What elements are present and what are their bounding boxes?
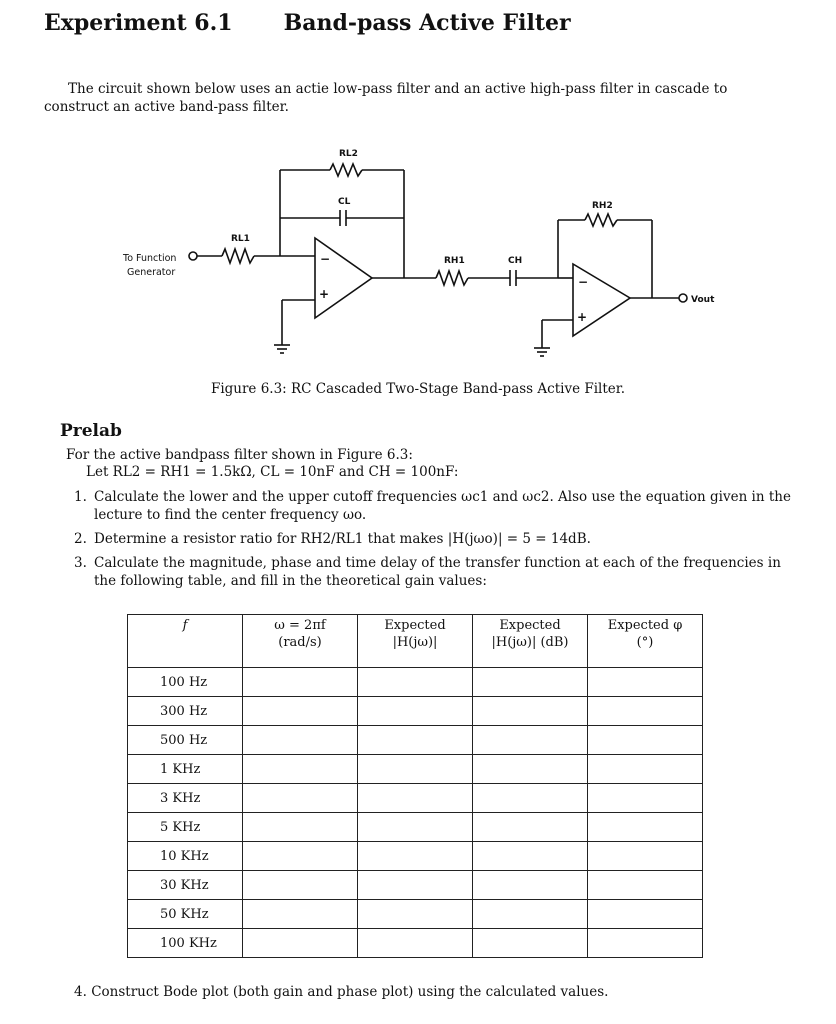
- intro-paragraph: The circuit shown below uses an actie low-pass filter and an active high-pass filter in cascade to construct an active band-pass filter.: [44, 81, 728, 115]
- label-source-line1: To Function: [123, 253, 177, 264]
- prelab-task-list: [74, 488, 794, 596]
- magnitude-db-cell[interactable]: [473, 668, 588, 697]
- frequency-cell: 5 KHz: [128, 813, 243, 842]
- magnitude-cell[interactable]: [358, 697, 473, 726]
- task-number: 2.: [74, 531, 87, 547]
- frequency-cell: 10 KHz: [128, 842, 243, 871]
- magnitude-cell[interactable]: [358, 813, 473, 842]
- phase-cell[interactable]: [588, 842, 703, 871]
- prelab-heading: Prelab: [60, 421, 122, 441]
- table-row: [128, 726, 703, 755]
- omega-cell[interactable]: [243, 755, 358, 784]
- frequency-cell: 50 KHz: [128, 900, 243, 929]
- label-vout: Vout: [691, 295, 715, 305]
- figure-caption: Figure 6.3: RC Cascaded Two-Stage Band-pass Active Filter.: [210, 381, 626, 397]
- table-row: [128, 668, 703, 697]
- task-number: 4.: [74, 984, 87, 1000]
- magnitude-cell[interactable]: [358, 755, 473, 784]
- experiment-label: Experiment 6.1: [44, 10, 233, 36]
- header-frequency: f: [128, 615, 243, 668]
- frequency-cell: 100 KHz: [128, 929, 243, 958]
- magnitude-db-cell[interactable]: [473, 697, 588, 726]
- phase-cell[interactable]: [588, 813, 703, 842]
- magnitude-db-cell[interactable]: [473, 784, 588, 813]
- task-item: [74, 554, 794, 590]
- table-row: [128, 697, 703, 726]
- opamp1-plus: +: [319, 287, 330, 301]
- circuit-diagram: [0, 130, 836, 375]
- omega-cell[interactable]: [243, 668, 358, 697]
- omega-cell[interactable]: [243, 929, 358, 958]
- magnitude-db-cell[interactable]: [473, 871, 588, 900]
- frequency-cell: 1 KHz: [128, 755, 243, 784]
- omega-cell[interactable]: [243, 813, 358, 842]
- label-rl2: RL2: [339, 149, 358, 159]
- task-item-4: [74, 984, 608, 1000]
- label-rh2: RH2: [592, 201, 613, 211]
- frequency-cell: 3 KHz: [128, 784, 243, 813]
- omega-cell[interactable]: [243, 697, 358, 726]
- omega-cell[interactable]: [243, 900, 358, 929]
- prelab-given-values: Let RL2 = RH1 = 1.5kΩ, CL = 10nF and CH = 100nF:: [86, 464, 459, 480]
- table-row: [128, 871, 703, 900]
- frequency-cell: 500 Hz: [128, 726, 243, 755]
- phase-cell[interactable]: [588, 929, 703, 958]
- task-text: Calculate the lower and the upper cutoff frequencies ωc1 and ωc2. Also use the equation given in the lecture to find the center frequency ωo.: [94, 489, 791, 523]
- frequency-cell: 300 Hz: [128, 697, 243, 726]
- phase-cell[interactable]: [588, 668, 703, 697]
- task-text: Construct Bode plot (both gain and phase plot) using the calculated values.: [91, 984, 609, 1000]
- opamp1-minus: −: [320, 252, 331, 266]
- magnitude-db-cell[interactable]: [473, 726, 588, 755]
- magnitude-db-cell[interactable]: [473, 900, 588, 929]
- frequency-cell: 30 KHz: [128, 871, 243, 900]
- phase-cell[interactable]: [588, 697, 703, 726]
- magnitude-cell[interactable]: [358, 900, 473, 929]
- phase-cell[interactable]: [588, 871, 703, 900]
- header-magnitude: Expected |H(jω)|: [358, 615, 473, 668]
- phase-cell[interactable]: [588, 726, 703, 755]
- task-item: [74, 530, 794, 548]
- label-cl: CL: [338, 197, 351, 207]
- omega-cell[interactable]: [243, 842, 358, 871]
- header-omega: ω = 2πf (rad/s): [243, 615, 358, 668]
- task-item: [74, 488, 794, 524]
- phase-cell[interactable]: [588, 900, 703, 929]
- page-title: [44, 10, 571, 36]
- magnitude-cell[interactable]: [358, 842, 473, 871]
- table-row: [128, 842, 703, 871]
- magnitude-db-cell[interactable]: [473, 842, 588, 871]
- magnitude-cell[interactable]: [358, 871, 473, 900]
- omega-cell[interactable]: [243, 726, 358, 755]
- prelab-intro: For the active bandpass filter shown in Figure 6.3:: [66, 447, 413, 463]
- input-terminal: [189, 252, 197, 260]
- label-ch: CH: [508, 256, 523, 266]
- task-text: Determine a resistor ratio for RH2/RL1 that makes |H(jωo)| = 5 = 14dB.: [94, 531, 591, 547]
- gain-table: [127, 614, 703, 958]
- omega-cell[interactable]: [243, 784, 358, 813]
- table-row: [128, 900, 703, 929]
- label-source-line2: Generator: [127, 267, 176, 278]
- table-row: [128, 784, 703, 813]
- magnitude-db-cell[interactable]: [473, 929, 588, 958]
- resistor-rh2: [585, 214, 617, 226]
- table-row: [128, 929, 703, 958]
- label-rl1: RL1: [231, 234, 250, 244]
- frequency-cell: 100 Hz: [128, 668, 243, 697]
- opamp2-plus: +: [577, 310, 588, 324]
- magnitude-cell[interactable]: [358, 784, 473, 813]
- header-magnitude-db: Expected |H(jω)| (dB): [473, 615, 588, 668]
- magnitude-cell[interactable]: [358, 726, 473, 755]
- label-rh1: RH1: [444, 256, 465, 266]
- task-number: 1.: [74, 489, 87, 505]
- task-text: Calculate the magnitude, phase and time delay of the transfer function at each of the frequencies in the following table, and fill in the theoretical gain values:: [94, 555, 781, 589]
- table-header-row: [128, 615, 703, 668]
- magnitude-db-cell[interactable]: [473, 813, 588, 842]
- table-row: [128, 813, 703, 842]
- magnitude-cell[interactable]: [358, 668, 473, 697]
- output-terminal: [679, 294, 687, 302]
- phase-cell[interactable]: [588, 784, 703, 813]
- opamp2-minus: −: [578, 275, 589, 289]
- resistor-rl2: [330, 164, 362, 176]
- header-phase: Expected φ (°): [588, 615, 703, 668]
- phase-cell[interactable]: [588, 755, 703, 784]
- omega-cell[interactable]: [243, 871, 358, 900]
- resistor-rh1: [436, 271, 468, 285]
- magnitude-cell[interactable]: [358, 929, 473, 958]
- op-amp-1: [315, 238, 372, 318]
- task-number: 3.: [74, 555, 87, 571]
- resistor-rl1: [222, 249, 254, 263]
- table-row: [128, 755, 703, 784]
- magnitude-db-cell[interactable]: [473, 755, 588, 784]
- experiment-title: Band-pass Active Filter: [283, 10, 571, 36]
